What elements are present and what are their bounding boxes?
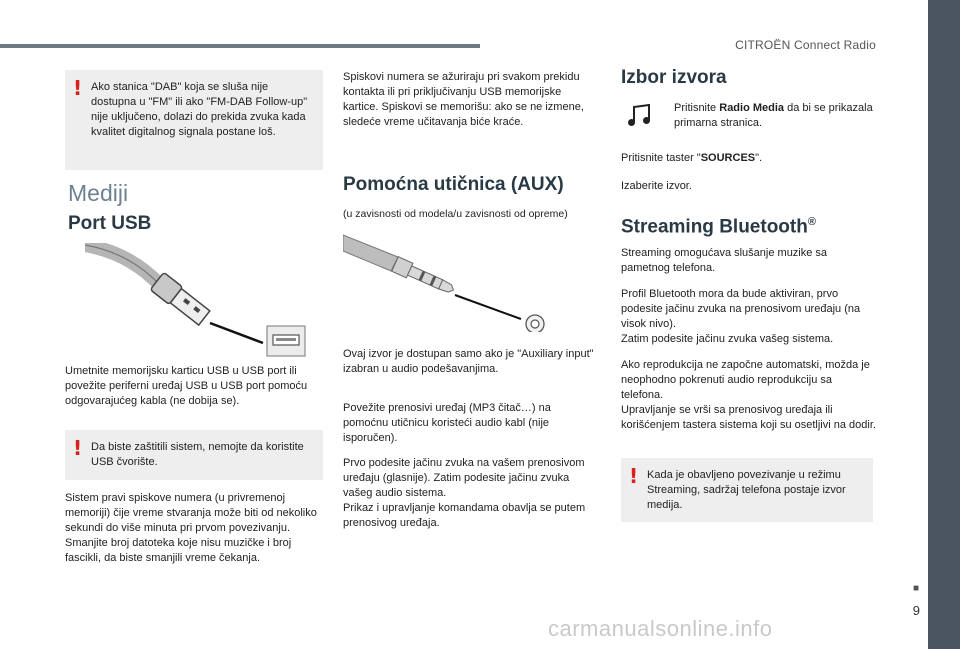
- page-marker: ■: [912, 583, 919, 594]
- warning-text: Da biste zaštitili sistem, nemojte da koristite USB čvorište.: [91, 441, 304, 468]
- radio-media-label: Radio Media: [719, 102, 785, 114]
- usb-paragraph-2b: Smanjite broj datoteka koje nisu muzičke i broj fascikli, da biste smanjili vreme čekanja.: [65, 537, 292, 564]
- bluetooth-paragraph-3: [621, 358, 876, 433]
- usb-port-icon: [267, 326, 305, 356]
- bluetooth-heading: [621, 216, 816, 238]
- aux-paragraph-3b: Prikaz i upravljanje komandama obavlja se putem prenosivog uređaja.: [343, 502, 586, 529]
- usb-paragraph-2: [65, 491, 323, 566]
- source-step-1-pre: Pritisnite: [674, 102, 720, 114]
- source-step-2: [621, 151, 876, 166]
- registered-mark: ®: [807, 216, 816, 228]
- aux-paragraph-1: Ovaj izvor je dostupan samo ako je "Auxiliary input" izabran u audio podešavanjima.: [343, 348, 594, 375]
- exclamation-icon: !: [73, 76, 83, 100]
- warning-box-streaming: [621, 458, 873, 522]
- warning-box-dab: [65, 70, 323, 170]
- bluetooth-paragraph-1: Streaming omogućava slušanje muzike sa pametnog telefona.: [621, 247, 828, 274]
- usb-paragraph-1: Umetnite memorijsku karticu USB u USB port ili povežite periferni uređaj USB u USB port pomoću odgovarajućeg kabla (ne dobija se).: [65, 365, 308, 407]
- aux-paragraph-3: [343, 456, 598, 531]
- bluetooth-paragraph-2b: Zatim podesite jačinu zvuka vašeg sistema.: [621, 333, 834, 345]
- bluetooth-paragraph-2: [621, 287, 876, 347]
- source-step-2-pre: Pritisnite taster ": [621, 152, 701, 164]
- exclamation-icon: !: [73, 436, 83, 460]
- aux-paragraph-2: Povežite prenosivi uređaj (MP3 čitač…) na pomoćnu utičnicu koristeći audio kabl (nije isporučen).: [343, 402, 551, 444]
- exclamation-icon: !: [629, 464, 639, 488]
- usb-paragraph-2a: Sistem pravi spiskove numera (u privremenoj memoriji) čije vreme stvaranja može biti od nekoliko sekundi do više minuta pri prvom povezivanju.: [65, 492, 317, 534]
- source-heading: Izbor izvora: [621, 67, 727, 88]
- warning-box-hub: [65, 430, 323, 480]
- source-step-1-post: da bi se prikazala primarna stranica.: [674, 102, 873, 129]
- aux-note: (u zavisnosti od modela/u zavisnosti od opreme): [343, 208, 568, 220]
- music-note-icon: [627, 104, 653, 128]
- aux-jack-illustration: [343, 227, 548, 332]
- bluetooth-paragraph-3a: Ako reprodukcija ne započne automatski, možda je neophodno pokrenuti audio reprodukciju sa telefona.: [621, 359, 870, 401]
- playlist-paragraph: Spiskovi numera se ažuriraju pri svakom prekidu kontakta ili pri priključivanju USB memorijske kartice. Spiskovi se memorišu: ako se ne izmene, sledeće vreme učitavanja biće kraće.: [343, 71, 584, 128]
- source-step-1: [674, 101, 874, 131]
- header-rule: [0, 44, 480, 48]
- header-title: CITROËN Connect Radio: [735, 38, 876, 52]
- sources-label: SOURCES: [700, 152, 756, 164]
- watermark: carmanualsonline.info: [548, 616, 773, 641]
- bluetooth-paragraph-3b: Upravljanje se vrši sa prenosivog uređaja ili korišćenjem tastera sistema koji su osetljivi na dodir.: [621, 404, 876, 431]
- page-number: 9: [912, 603, 920, 618]
- warning-text: Ako stanica "DAB" koja se sluša nije dostupna u "FM" ili ako "FM-DAB Follow-up" nije uključeno, dolazi do prekida zvuka kada kvalitet digitalnog signala postane loš.: [91, 81, 308, 138]
- source-step-3: Izaberite izvor.: [621, 180, 692, 192]
- source-step-2-post: ".: [755, 152, 763, 164]
- warning-text: Kada je obavljeno povezivanje u režimu Streaming, sadržaj telefona postaje izvor medija.: [647, 469, 846, 511]
- usb-heading: Port USB: [68, 213, 152, 234]
- aux-heading: Pomoćna utičnica (AUX): [343, 174, 564, 195]
- bluetooth-paragraph-2a: Profil Bluetooth mora da bude aktiviran, prvo podesite jačinu zvuka na prenosivom uređaju (na visok nivo).: [621, 288, 861, 330]
- aux-paragraph-3a: Prvo podesite jačinu zvuka na vašem prenosivom uređaju (glasnije). Zatim podesite jačinu zvuka vašeg audio sistema.: [343, 457, 585, 499]
- aux-jack-icon: [526, 315, 544, 332]
- usb-cable-illustration: [85, 243, 315, 358]
- bluetooth-heading-text: Streaming Bluetooth: [621, 216, 808, 238]
- section-title: Mediji: [68, 180, 129, 206]
- side-band: [928, 0, 960, 649]
